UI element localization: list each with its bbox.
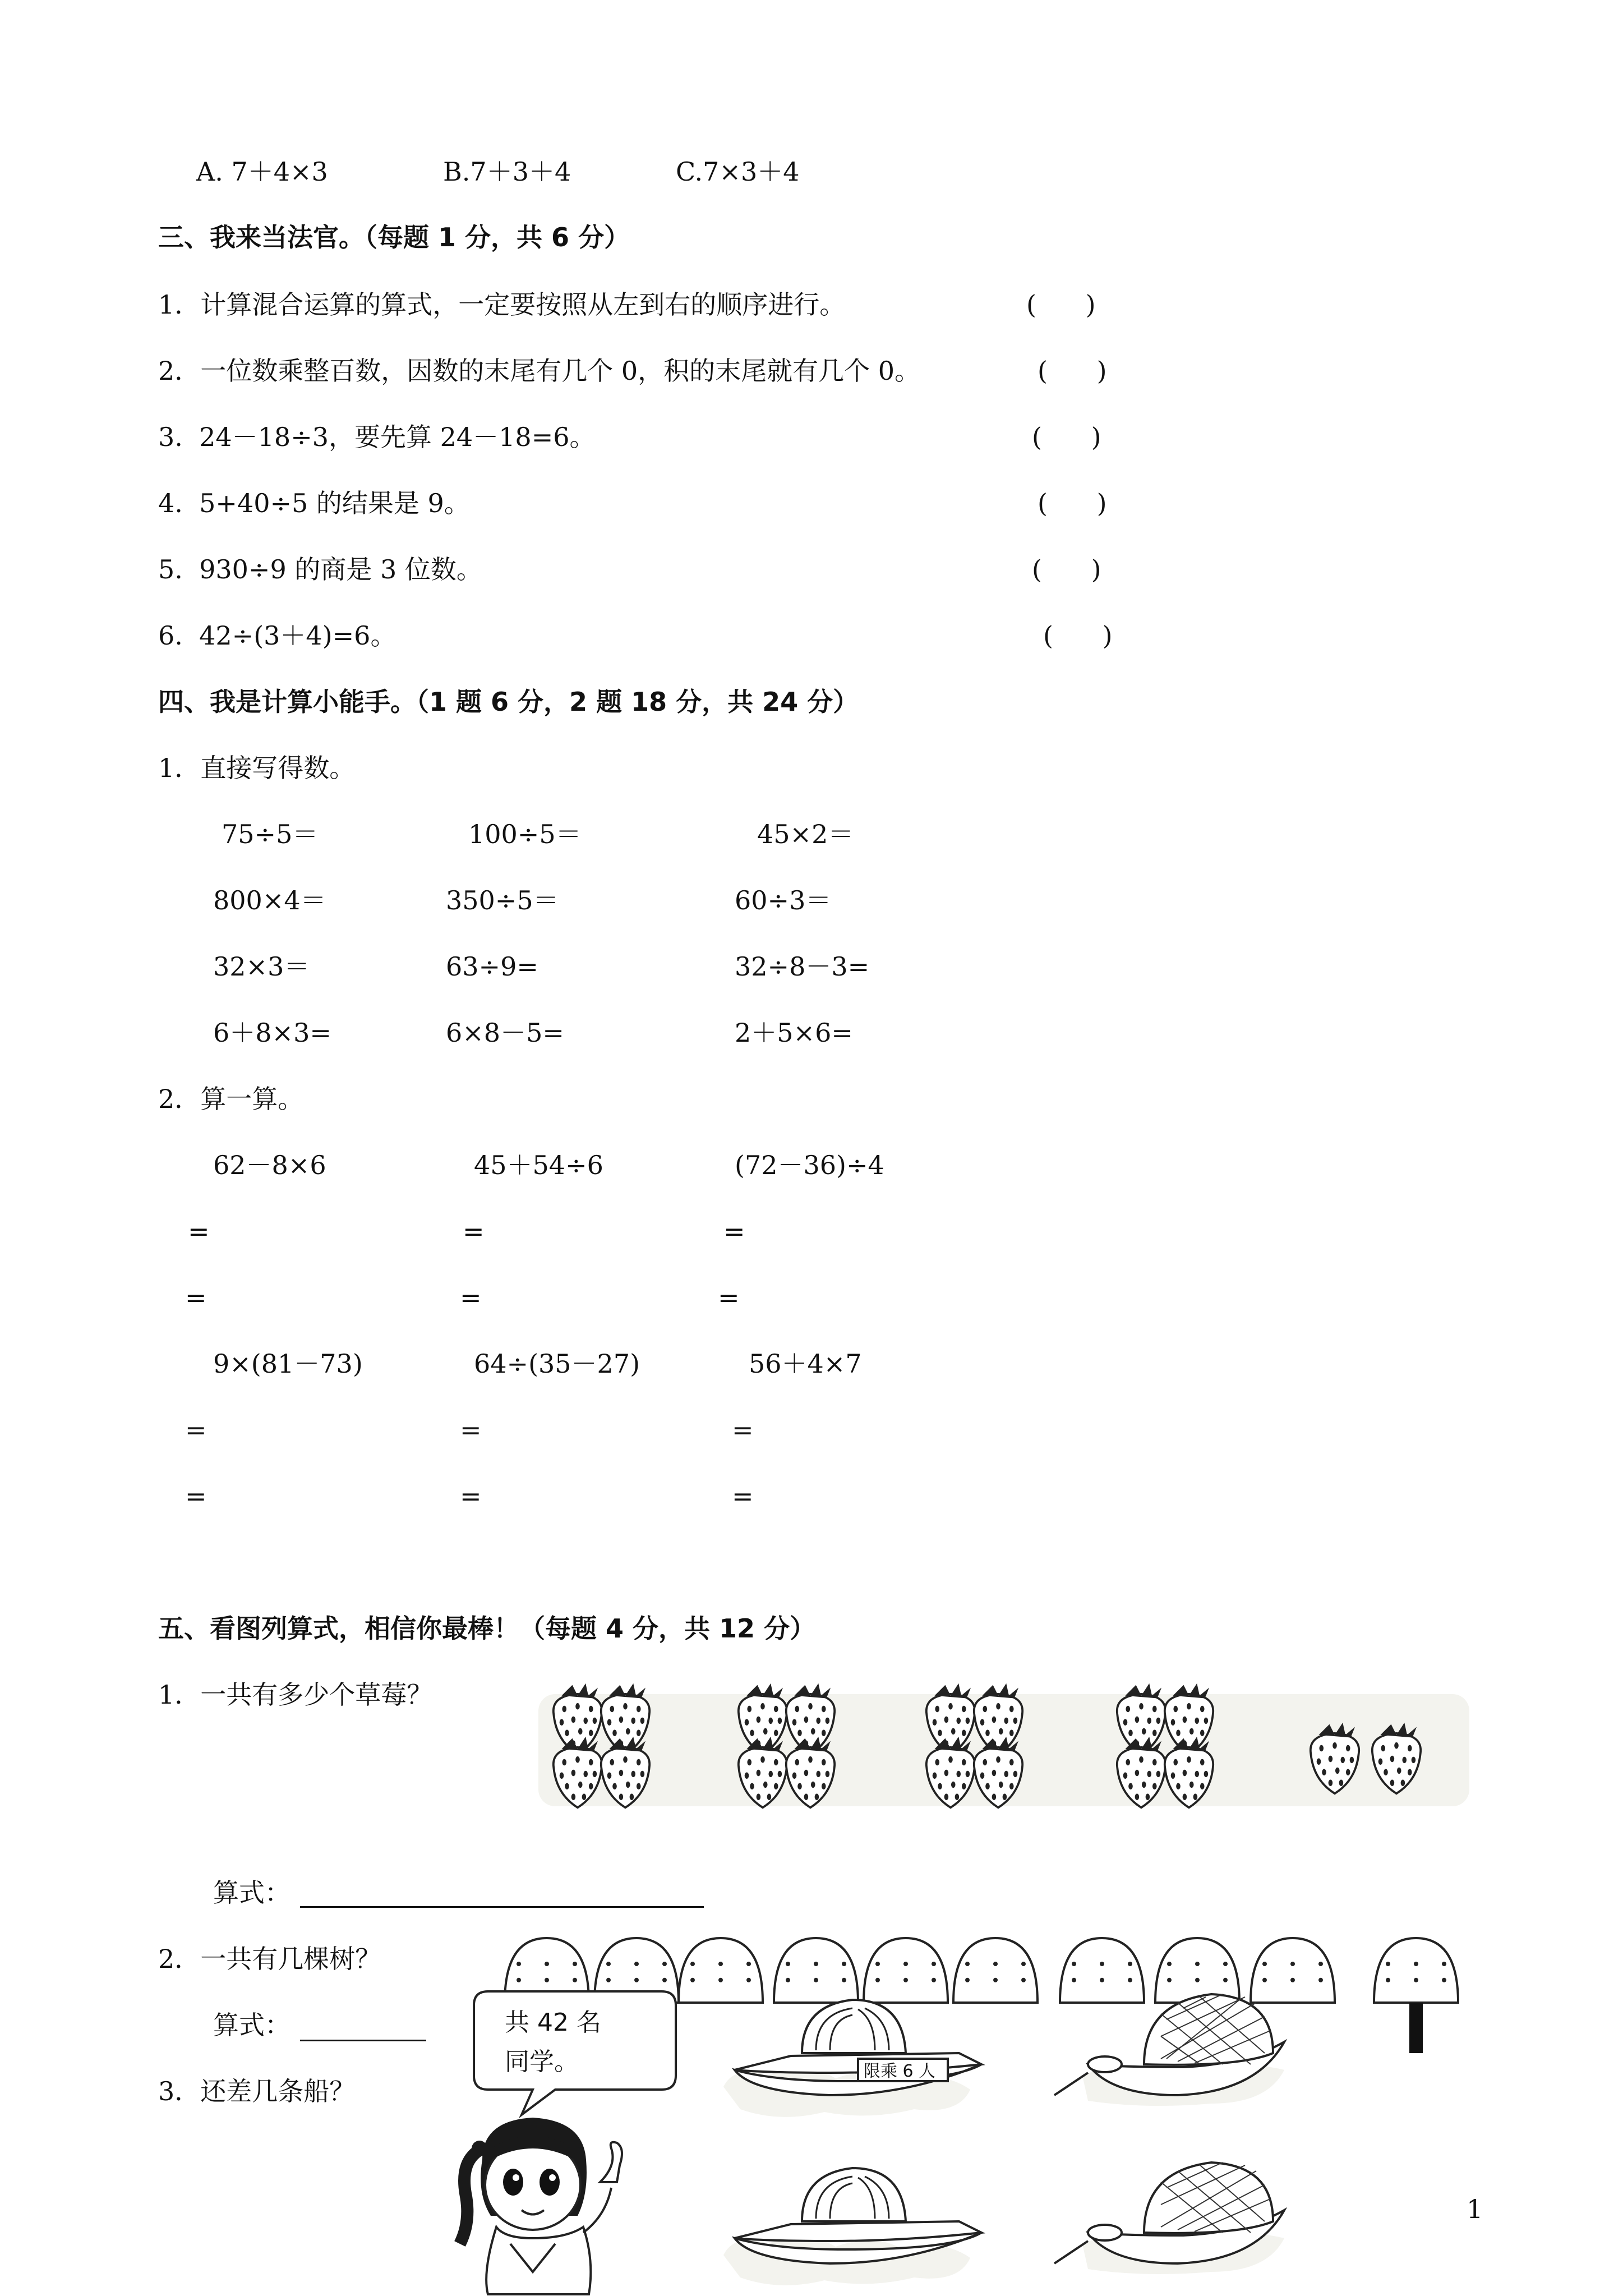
eq-sign: = xyxy=(185,1282,207,1313)
formula-label-2: 算式： xyxy=(213,2010,291,2040)
boat-sign-text: 限乘 6 人 xyxy=(864,2062,936,2081)
answer-blank-3[interactable]: ( ) xyxy=(1032,422,1101,452)
step-calc: 64÷(35－27) xyxy=(474,1349,640,1379)
eq-sign: = xyxy=(460,1282,482,1313)
eq-sign: = xyxy=(463,1216,485,1246)
oral-calc: 60÷3＝ xyxy=(735,885,832,915)
oral-calc: 6×8－5= xyxy=(446,1018,564,1048)
section4-title: 四、我是计算小能手。（1 题 6 分，2 题 18 分，共 24 分） xyxy=(158,687,859,717)
answer-blank-4[interactable]: ( ) xyxy=(1038,488,1107,518)
eq-sign: = xyxy=(460,1415,482,1445)
judge-item-4: 4. 5+40÷5 的结果是 9。 xyxy=(158,488,470,518)
eq-sign: = xyxy=(732,1415,754,1445)
answer-blank-5[interactable]: ( ) xyxy=(1032,554,1101,585)
step-calc: 62－8×6 xyxy=(213,1150,326,1180)
choice-option-c: C.7×3＋4 xyxy=(676,157,800,187)
q1-label: 1．直接写得数。 xyxy=(158,753,356,783)
answer-blank-1[interactable]: ( ) xyxy=(1026,289,1096,320)
q5-3-text: 3．还差几条船？ xyxy=(158,2076,356,2106)
girl-with-speech-bubble xyxy=(449,1980,690,2294)
q5-1-text: 1．一共有多少个草莓？ xyxy=(158,1680,433,1710)
formula-answer-line-1[interactable] xyxy=(300,1906,704,1908)
boats-picture xyxy=(718,1975,1408,2289)
oral-calc: 75÷5＝ xyxy=(222,819,319,849)
speech-text-line2: 同学。 xyxy=(505,2047,579,2076)
eq-sign: = xyxy=(460,1481,482,1511)
step-calc: 45＋54÷6 xyxy=(474,1150,603,1180)
answer-blank-2[interactable]: ( ) xyxy=(1038,356,1107,386)
section5-title: 五、看图列算式，相信你最棒！（每题 4 分，共 12 分） xyxy=(158,1613,816,1644)
q2-label: 2．算一算。 xyxy=(158,1084,304,1114)
strawberries-picture xyxy=(538,1672,1469,1818)
oral-calc: 350÷5＝ xyxy=(446,885,559,915)
judge-item-5: 5. 930÷9 的商是 3 位数。 xyxy=(158,554,482,585)
oral-calc: 45×2＝ xyxy=(757,819,854,849)
eq-sign: = xyxy=(185,1481,207,1511)
judge-item-6: 6. 42÷(3＋4)=6。 xyxy=(158,620,396,651)
speech-text-line1: 共 42 名 xyxy=(505,2008,601,2037)
step-calc: (72－36)÷4 xyxy=(735,1150,884,1180)
oral-calc: 6＋8×3= xyxy=(213,1018,331,1048)
eq-sign: = xyxy=(185,1415,207,1445)
eq-sign: = xyxy=(718,1282,740,1313)
choice-option-b: B.7＋3＋4 xyxy=(443,157,571,187)
judge-item-2: 2．一位数乘整百数，因数的末尾有几个 0，积的末尾就有几个 0。 xyxy=(158,356,921,386)
judge-item-1: 1．计算混合运算的算式，一定要按照从左到右的顺序进行。 xyxy=(158,289,846,320)
oral-calc: 32÷8－3= xyxy=(735,951,870,982)
page-number: 1 xyxy=(1467,2194,1483,2224)
oral-calc: 100÷5＝ xyxy=(468,819,582,849)
q5-2-text: 2．一共有几棵树？ xyxy=(158,1944,381,1974)
step-calc: 56＋4×7 xyxy=(749,1349,862,1379)
formula-label-1: 算式： xyxy=(213,1878,291,1908)
choice-option-a: A. 7＋4×3 xyxy=(196,157,328,187)
judge-item-3: 3. 24－18÷3，要先算 24－18=6。 xyxy=(158,422,596,452)
oral-calc: 63÷9= xyxy=(446,951,538,982)
step-calc: 9×(81－73) xyxy=(213,1349,363,1379)
eq-sign: = xyxy=(723,1216,745,1246)
eq-sign: = xyxy=(188,1216,210,1246)
formula-answer-line-2[interactable] xyxy=(300,2040,426,2041)
oral-calc: 32×3＝ xyxy=(213,951,310,982)
answer-blank-6[interactable]: ( ) xyxy=(1043,620,1113,651)
oral-calc: 800×4＝ xyxy=(213,885,326,915)
eq-sign: = xyxy=(732,1481,754,1511)
section3-title: 三、我来当法官。（每题 1 分，共 6 分） xyxy=(158,222,630,252)
oral-calc: 2＋5×6= xyxy=(735,1018,853,1048)
